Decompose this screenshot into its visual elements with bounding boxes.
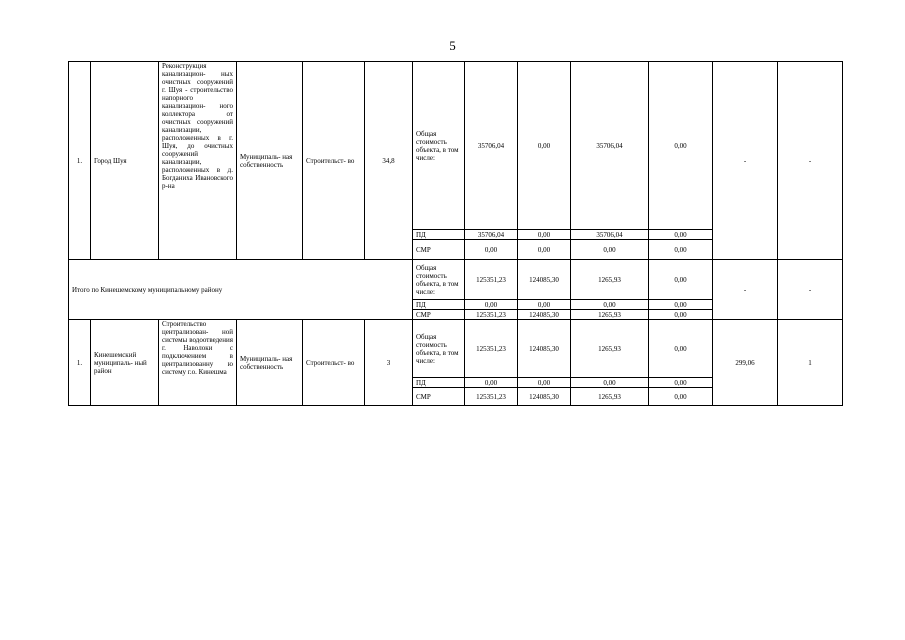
cost-value: 0,00 (518, 62, 571, 230)
object-description: Строительство централизован- ной системы водоотведения г. Наволоки с подключением в централизованну ю систему г.о. Кинешма (159, 320, 237, 406)
cost-value: 0,00 (649, 310, 713, 320)
cost-value: 0,00 (649, 230, 713, 240)
cost-value: 1265,93 (571, 388, 649, 406)
cost-value: 35706,04 (465, 230, 518, 240)
cost-value: 0,00 (649, 388, 713, 406)
row-number: 1. (69, 320, 91, 406)
cost-value: 125351,23 (465, 320, 518, 378)
cost-value: 124085,30 (518, 320, 571, 378)
cost-value: 35706,04 (571, 62, 649, 230)
cost-value: 0,00 (649, 260, 713, 300)
page-number: 5 (449, 38, 456, 53)
cost-value: 0,00 (465, 378, 518, 388)
table-row (69, 260, 843, 300)
extra-value: - (713, 260, 778, 320)
cost-value: 124085,30 (518, 388, 571, 406)
work-type: Строительст- во (303, 62, 365, 260)
cost-label: СМР (413, 388, 465, 406)
cost-label: СМР (413, 240, 465, 260)
cost-label: СМР (413, 310, 465, 320)
cost-value: 0,00 (518, 378, 571, 388)
cost-label: ПД (413, 230, 465, 240)
cost-value: 0,00 (649, 62, 713, 230)
cost-value: 124085,30 (518, 260, 571, 300)
investment-table (68, 61, 843, 406)
extra-value: 299,06 (713, 320, 778, 406)
cost-value: 0,00 (649, 378, 713, 388)
ownership-form: Муниципаль- ная собственность (237, 320, 303, 406)
cost-value: 35706,04 (465, 62, 518, 230)
ownership-form: Муниципаль- ная собственность (237, 62, 303, 260)
work-type: Строительст- во (303, 320, 365, 406)
cost-value: 35706,04 (571, 230, 649, 240)
row-number: 1. (69, 62, 91, 260)
object-description: Реконструкция канализацион- ных очистных сооружений г. Шуя - строительство напорного канализацион- ного коллектора от очистных сооружений канализации, расположенных в г. Шуя, до очистных сооружений канализации, расположенных в д. Богданиха Ивановского р-на (159, 62, 237, 260)
cost-value: 0,00 (649, 240, 713, 260)
cost-value: 1265,93 (571, 320, 649, 378)
extra-value: - (778, 62, 843, 260)
cost-label: ПД (413, 300, 465, 310)
cost-label: Общая стоимость объекта, в том числе: (413, 320, 465, 378)
capacity: 34,8 (365, 62, 413, 260)
cost-value: 0,00 (571, 378, 649, 388)
cost-value: 0,00 (465, 300, 518, 310)
municipality-name: Город Шуя (91, 62, 159, 260)
municipality-name: Кинешемский муниципаль- ный район (91, 320, 159, 406)
extra-value: 1 (778, 320, 843, 406)
cost-value: 124085,30 (518, 310, 571, 320)
cost-value: 1265,93 (571, 260, 649, 300)
table-row (69, 320, 843, 378)
cost-label: Общая стоимость объекта, в том числе: (413, 260, 465, 300)
cost-value: 0,00 (465, 240, 518, 260)
extra-value: - (713, 62, 778, 260)
cost-value: 125351,23 (465, 388, 518, 406)
cost-value: 0,00 (649, 320, 713, 378)
cost-value: 0,00 (571, 240, 649, 260)
table-row (69, 62, 843, 230)
cost-value: 0,00 (518, 240, 571, 260)
extra-value: - (778, 260, 843, 320)
cost-label: Общая стоимость объекта, в том числе: (413, 62, 465, 230)
cost-value: 0,00 (518, 300, 571, 310)
cost-value: 0,00 (518, 230, 571, 240)
cost-value: 0,00 (649, 300, 713, 310)
cost-value: 125351,23 (465, 260, 518, 300)
cost-value: 0,00 (571, 300, 649, 310)
capacity: 3 (365, 320, 413, 406)
cost-value: 1265,93 (571, 310, 649, 320)
cost-label: ПД (413, 378, 465, 388)
cost-value: 125351,23 (465, 310, 518, 320)
total-label: Итого по Кинешемскому муниципальному району (69, 260, 413, 320)
